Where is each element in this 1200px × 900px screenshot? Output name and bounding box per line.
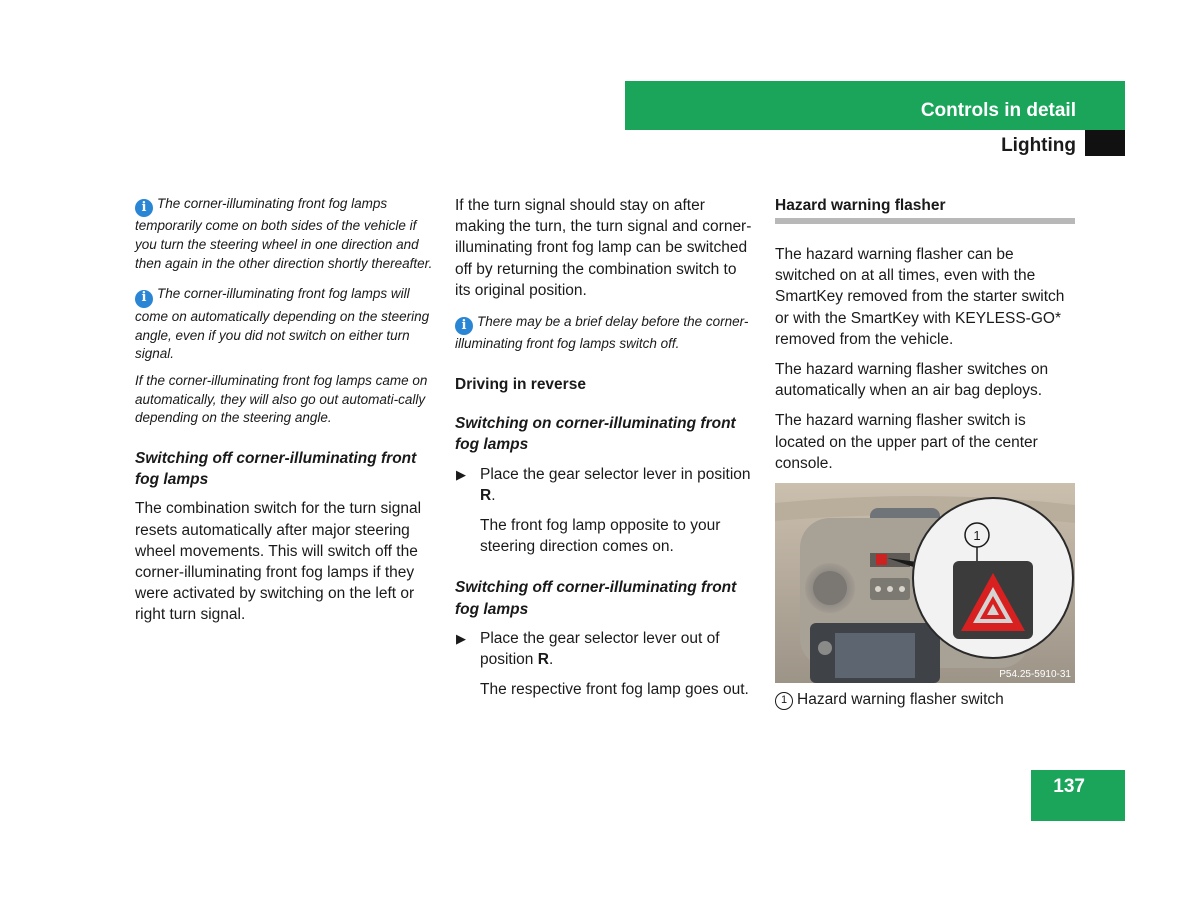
- step-result: The respective front fog lamp goes out.: [480, 681, 749, 699]
- info-note: [135, 285, 435, 363]
- gear-position: R: [480, 486, 492, 504]
- dashboard-illustration: [775, 483, 1075, 683]
- header-bar: [625, 81, 1125, 130]
- hazard-switch-figure: [775, 483, 1075, 683]
- header-subtitle: Lighting: [1001, 135, 1076, 156]
- paragraph: The hazard warning flasher switch is located on the upper part of the center console.: [775, 412, 1038, 472]
- paragraph: If the turn signal should stay on after making the turn, the turn signal and corner-illuminating front fog lamp can be switched off by returning the combination switch to its original position.: [455, 197, 752, 299]
- step-end: .: [491, 486, 496, 504]
- column-left: [135, 195, 435, 635]
- step-text: Place the gear selector lever in position: [480, 465, 751, 483]
- step-text: Place the gear selector lever out of position: [480, 629, 720, 669]
- step-end: .: [548, 651, 554, 669]
- info-note-text: The corner-illuminating front fog lamps temporarily come on both sides of the vehicle if you turn the steering wheel in one direction and then again in the other direction shortly thereafter.: [135, 196, 433, 271]
- section-subheading: Switching off corner-illuminating front fog lamps: [135, 450, 417, 489]
- instruction-step: [455, 628, 755, 670]
- paragraph: The combination switch for the turn signal resets automatically after major steering wheel movements. This will switch off the corner-illuminating front fog lamps if they were activated by switching on the left or right turn signal.: [135, 500, 422, 624]
- section-heading: Driving in reverse: [455, 376, 586, 394]
- header-marker: [1085, 130, 1125, 156]
- gear-position: R: [537, 651, 549, 669]
- info-icon: i: [135, 199, 153, 217]
- info-note-text: The corner-illuminating front fog lamps will come on automatically depending on the steering angle, even if you did not switch on either turn signal.: [135, 286, 430, 362]
- header-title: Controls in detail: [920, 100, 1076, 121]
- paragraph: The hazard warning flasher switches on automatically when an air bag deploys.: [775, 361, 1049, 400]
- section-heading: Hazard warning flasher: [775, 195, 1075, 224]
- info-note: [455, 313, 755, 354]
- info-note-text: There may be a brief delay before the corner-illuminating front fog lamps switch off.: [455, 314, 749, 352]
- figure-code: P54.25-5910-31: [999, 669, 1071, 681]
- step-result: The front fog lamp opposite to your steering direction comes on.: [480, 517, 721, 556]
- callout-number: 1: [973, 528, 981, 544]
- info-note: [135, 195, 435, 273]
- page-number-box: [1031, 770, 1125, 821]
- caption-text: Hazard warning flasher switch: [797, 691, 1004, 709]
- callout-number: 1: [775, 692, 793, 710]
- bullet-arrow-icon: ▶: [456, 466, 466, 482]
- section-subheading: Switching on corner-illuminating front fog lamps: [455, 415, 736, 454]
- instruction-step: [455, 464, 755, 506]
- column-right: [775, 195, 1075, 710]
- column-middle: [455, 195, 755, 710]
- info-icon: i: [455, 317, 473, 335]
- note-text: If the corner-illuminating front fog lamps came on automatically, they will also go out automati-cally depending on the steering angle.: [135, 372, 428, 426]
- page-number: 137: [1053, 776, 1085, 797]
- figure-caption: [775, 689, 1075, 710]
- paragraph: The hazard warning flasher can be switched on at all times, even with the SmartKey removed from the starter switch or with the SmartKey with KEYLESS-GO* removed from the vehicle.: [775, 246, 1065, 348]
- bullet-arrow-icon: ▶: [456, 630, 466, 646]
- info-icon: i: [135, 290, 153, 308]
- section-subheading: Switching off corner-illuminating front fog lamps: [455, 579, 737, 618]
